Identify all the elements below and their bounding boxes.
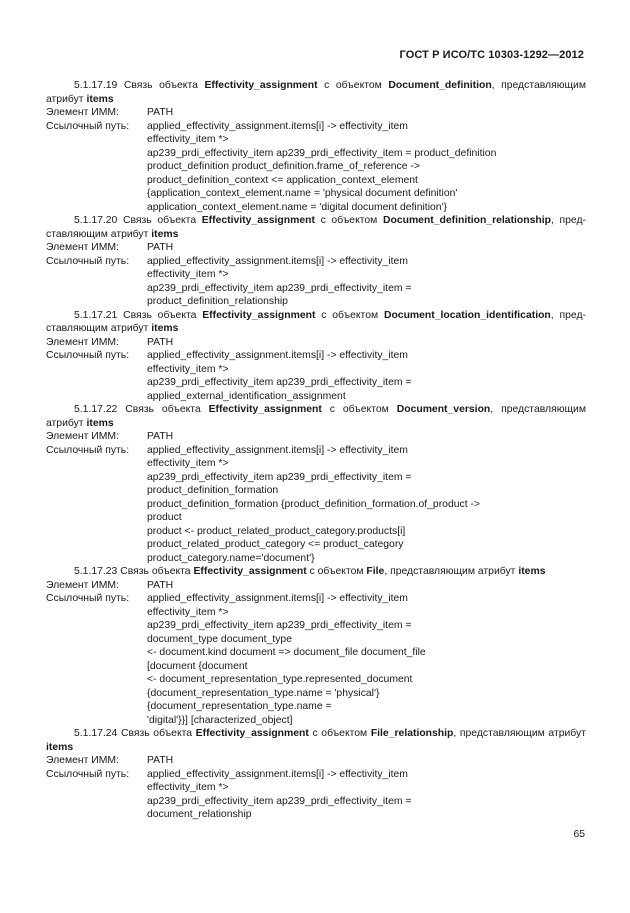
section bbox=[46, 403, 586, 565]
aim-element-label: Элемент ИММ: bbox=[46, 107, 119, 118]
section bbox=[46, 565, 586, 727]
reference-path-line: product_definition product_definition.frame_of_reference -> bbox=[147, 161, 420, 172]
aim-element-value: PATH bbox=[147, 755, 174, 766]
aim-element-value: PATH bbox=[147, 336, 174, 348]
heading-text: с объектом bbox=[315, 309, 384, 321]
reference-path-line: applied_effectivity_assignment.items[i] -> effectivity_item bbox=[147, 593, 408, 604]
aim-element-label: Элемент ИММ: bbox=[46, 242, 119, 253]
reference-path-line: ap239_prdi_effectivity_item ap239_prdi_effectivity_item = bbox=[147, 795, 412, 807]
section bbox=[46, 214, 586, 309]
section-number: 5.1.17.20 bbox=[74, 215, 118, 226]
reference-path-line: applied_external_identification_assignment bbox=[147, 390, 346, 402]
heading-text: Связь объекта bbox=[117, 80, 205, 91]
reference-path-label: Ссылочный путь: bbox=[46, 593, 130, 604]
heading-text: Связь объекта bbox=[117, 404, 209, 415]
section bbox=[46, 727, 586, 822]
reference-path-line: effectivity_item *> bbox=[147, 363, 229, 375]
reference-path-row bbox=[46, 592, 586, 606]
reference-path-line: applied_effectivity_assignment.items[i] -> effectivity_item bbox=[147, 768, 408, 780]
aim-element-label: Элемент ИММ: bbox=[46, 336, 119, 348]
heading-text: с объектом bbox=[306, 566, 367, 577]
document-body bbox=[46, 79, 586, 822]
heading-text: Связь объекта bbox=[117, 309, 203, 321]
heading-text: , представляющим атрибут bbox=[384, 566, 519, 577]
attribute-name: items bbox=[86, 93, 114, 105]
section-number: 5.1.17.19 bbox=[74, 80, 118, 91]
aim-element-value: PATH bbox=[147, 107, 174, 118]
attribute-name: items bbox=[518, 566, 546, 577]
heading-text: , пред-ставляющим атрибут bbox=[46, 215, 586, 240]
aim-element-label: Элемент ИММ: bbox=[46, 755, 119, 766]
reference-path-line: {document_representation_type.name = bbox=[147, 701, 332, 712]
entity-name: Effectivity_assignment bbox=[193, 566, 307, 577]
target-entity-name: File_relationship bbox=[370, 728, 454, 739]
aim-element-value: PATH bbox=[147, 431, 174, 442]
reference-path-line: [document {document bbox=[147, 660, 248, 672]
reference-path-line: {document_representation_type.name = 'physical'} bbox=[147, 687, 380, 699]
reference-path-row bbox=[46, 120, 586, 134]
reference-path-line: {application_context_element.name = 'physical document definition' bbox=[147, 188, 458, 199]
reference-path-label: Ссылочный путь: bbox=[46, 350, 130, 361]
target-entity-name: Document_definition bbox=[388, 80, 492, 91]
aim-element-value: PATH bbox=[147, 242, 174, 253]
reference-path-line: product <- product_related_product_category.products[i] bbox=[147, 525, 406, 537]
attribute-name: items bbox=[86, 417, 114, 429]
attribute-name: items bbox=[46, 741, 74, 753]
reference-path-line: <- document_representation_type.represented_document bbox=[147, 674, 413, 685]
aim-element-row bbox=[46, 579, 586, 593]
reference-path-line: document_type document_type bbox=[147, 633, 292, 645]
entity-name: Effectivity_assignment bbox=[204, 80, 318, 91]
heading-text: с объектом bbox=[317, 80, 389, 91]
reference-path-line: effectivity_item *> bbox=[147, 782, 229, 793]
section bbox=[46, 309, 586, 404]
aim-element-label: Элемент ИММ: bbox=[46, 431, 119, 442]
reference-path-line: effectivity_item *> bbox=[147, 134, 229, 145]
reference-path-line: product_definition_formation {product_definition_formation.of_product -> bbox=[147, 498, 481, 510]
section-number: 5.1.17.24 bbox=[74, 728, 118, 739]
heading-text: Связь объекта bbox=[117, 566, 194, 577]
section-number: 5.1.17.22 bbox=[74, 404, 118, 415]
target-entity-name: File bbox=[366, 566, 385, 577]
reference-path-label: Ссылочный путь: bbox=[46, 255, 130, 267]
entity-name: Effectivity_assignment bbox=[202, 309, 316, 321]
reference-path-row bbox=[46, 768, 586, 782]
section-heading bbox=[46, 565, 586, 579]
target-entity-name: Document_location_identification bbox=[383, 309, 551, 321]
reference-path-line: ap239_prdi_effectivity_item ap239_prdi_effectivity_item = bbox=[147, 282, 412, 294]
section-heading bbox=[46, 403, 586, 430]
reference-path-line: applied_effectivity_assignment.items[i] -> effectivity_item bbox=[147, 255, 408, 267]
section-heading bbox=[46, 79, 586, 106]
aim-element-row bbox=[46, 754, 586, 768]
reference-path-line: ap239_prdi_effectivity_item ap239_prdi_effectivity_item = bbox=[147, 377, 412, 388]
section-heading bbox=[46, 214, 586, 241]
aim-element-label: Элемент ИММ: bbox=[46, 579, 119, 591]
reference-path-line: ap239_prdi_effectivity_item ap239_prdi_effectivity_item = bbox=[147, 471, 412, 483]
reference-path-line: document_relationship bbox=[147, 809, 252, 820]
page-number: 65 bbox=[573, 829, 585, 840]
reference-path-label: Ссылочный путь: bbox=[46, 120, 130, 132]
section-number: 5.1.17.23 bbox=[74, 566, 118, 577]
reference-path-line: product_definition_formation bbox=[147, 485, 279, 496]
reference-path-line: application_context_element.name = 'digital document definition'} bbox=[147, 201, 448, 213]
reference-path-line: applied_effectivity_assignment.items[i] -> effectivity_item bbox=[147, 444, 408, 456]
reference-path-line: product_category.name='document'} bbox=[147, 552, 315, 564]
reference-path-line: effectivity_item *> bbox=[147, 458, 229, 469]
page-header-title: ГОСТ Р ИСО/ТС 10303-1292—2012 bbox=[399, 49, 584, 61]
entity-name: Effectivity_assignment bbox=[195, 728, 309, 739]
section bbox=[46, 79, 586, 214]
reference-path-line: effectivity_item *> bbox=[147, 606, 229, 618]
reference-path-row bbox=[46, 444, 586, 458]
entity-name: Effectivity_assignment bbox=[201, 215, 315, 226]
heading-text: , представляющим атрибут bbox=[46, 80, 586, 105]
heading-text: Связь объекта bbox=[117, 215, 202, 226]
reference-path-line: 'digital'}}] [characterized_object] bbox=[147, 714, 293, 726]
reference-path-line: effectivity_item *> bbox=[147, 269, 229, 280]
attribute-name: items bbox=[151, 228, 179, 240]
reference-path-row bbox=[46, 349, 586, 363]
aim-element-row bbox=[46, 106, 586, 120]
reference-path-line: <- document.kind document => document_file document_file bbox=[147, 647, 426, 658]
reference-path-line: product_definition_context <= application_context_element bbox=[147, 174, 418, 186]
heading-text: , пред-ставляющим атрибут bbox=[46, 309, 586, 334]
heading-text: с объектом bbox=[308, 728, 371, 739]
aim-element-row bbox=[46, 430, 586, 444]
reference-path-label: Ссылочный путь: bbox=[46, 444, 130, 456]
heading-text: с объектом bbox=[314, 215, 383, 226]
reference-path-line: applied_effectivity_assignment.items[i] -> effectivity_item bbox=[147, 120, 408, 132]
reference-path-line: product bbox=[147, 512, 182, 523]
heading-text: с объектом bbox=[321, 404, 397, 415]
aim-element-row bbox=[46, 241, 586, 255]
reference-path-line: product_related_product_category <= product_category bbox=[147, 539, 404, 550]
attribute-name: items bbox=[151, 323, 179, 334]
target-entity-name: Document_definition_relationship bbox=[382, 215, 551, 226]
heading-text: Связь объекта bbox=[117, 728, 196, 739]
reference-path-row bbox=[46, 255, 586, 269]
entity-name: Effectivity_assignment bbox=[208, 404, 322, 415]
heading-text: , представляющим атрибут bbox=[453, 728, 586, 739]
section-heading bbox=[46, 727, 586, 754]
reference-path-line: ap239_prdi_effectivity_item ap239_prdi_effectivity_item = product_definition bbox=[147, 147, 497, 159]
reference-path-line: ap239_prdi_effectivity_item ap239_prdi_effectivity_item = bbox=[147, 620, 412, 631]
reference-path-line: product_definition_relationship bbox=[147, 296, 288, 307]
reference-path-label: Ссылочный путь: bbox=[46, 768, 130, 780]
aim-element-row bbox=[46, 336, 586, 350]
reference-path-line: applied_effectivity_assignment.items[i] -> effectivity_item bbox=[147, 350, 408, 361]
section-number: 5.1.17.21 bbox=[74, 309, 118, 321]
aim-element-value: PATH bbox=[147, 579, 174, 591]
target-entity-name: Document_version bbox=[396, 404, 491, 415]
section-heading bbox=[46, 309, 586, 336]
heading-text: , представляющим атрибут bbox=[46, 404, 586, 429]
